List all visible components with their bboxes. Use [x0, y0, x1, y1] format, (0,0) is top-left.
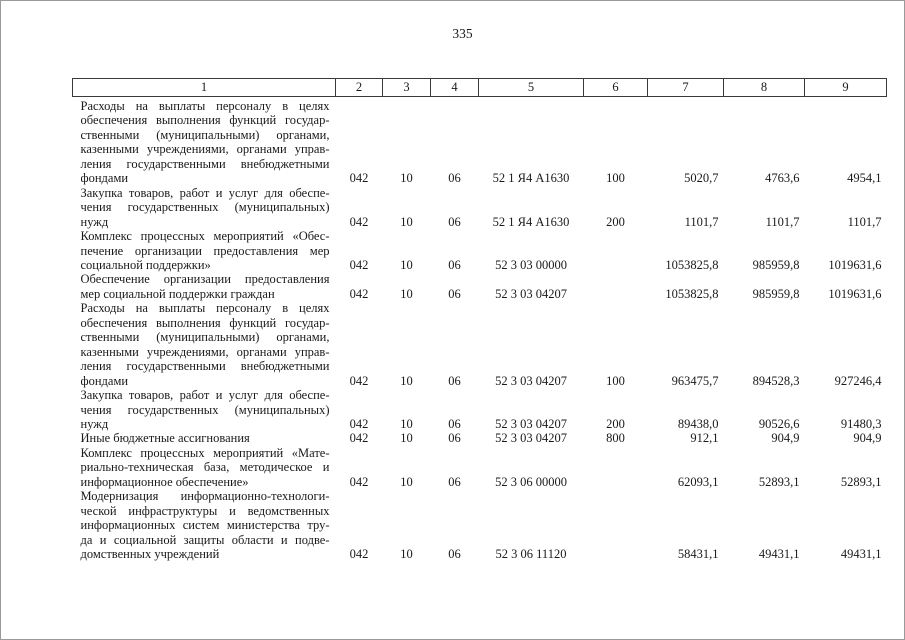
cell-expense-type-code: 100: [606, 373, 625, 388]
cell-subsection-code: 06: [448, 474, 461, 489]
table-row: [73, 186, 887, 229]
cell-amount-year3: 1019631,6: [828, 257, 882, 272]
budget-table: [72, 78, 887, 562]
cell-expense-type-code: [584, 272, 648, 301]
table-row: [73, 446, 887, 489]
description-line: Закупка товаров, работ и услуг для обеспе-: [80, 388, 330, 403]
description-line: домственных учреждений: [80, 547, 220, 562]
cell-amount-year1: 62093,1: [677, 474, 719, 489]
description-line: обеспечения выполнения функций государ-: [80, 315, 330, 330]
description-line: ческой инфраструктуры и ведомственных: [80, 503, 330, 518]
description-line: Иные бюджетные ассигнования: [80, 431, 250, 446]
cell-target-article-code: 52 3 06 11120: [495, 547, 567, 562]
row-description: [73, 272, 336, 301]
description-line: ления государственными внебюджетными: [80, 156, 330, 171]
description-line: Расходы на выплаты персоналу в целях: [80, 99, 330, 113]
cell-expense-type-code: [584, 446, 648, 489]
cell-section-code: 10: [400, 257, 413, 272]
cell-target-article-code: 52 3 03 04207: [495, 416, 567, 431]
description-line: Обеспечение организации предоставления: [80, 272, 330, 287]
cell-section-code: 10: [400, 431, 413, 446]
cell-amount-year2: 894528,3: [752, 373, 800, 388]
cell-subsection-code: 06: [448, 286, 461, 301]
cell-subsection-code: 06: [448, 257, 461, 272]
cell-amount-year3: 904,9: [853, 431, 882, 446]
cell-grbs-code: 042: [349, 286, 369, 301]
cell-amount-year2: 52893,1: [758, 474, 800, 489]
cell-target-article-code: 52 1 Я4 А1630: [492, 214, 570, 229]
cell-grbs-code: 042: [349, 431, 369, 446]
cell-amount-year3: 4954,1: [847, 171, 882, 186]
description-line: фондами: [80, 373, 129, 388]
cell-section-code: 10: [400, 171, 413, 186]
cell-subsection-code: 06: [448, 373, 461, 388]
cell-subsection-code: 06: [448, 214, 461, 229]
cell-amount-year2: 49431,1: [758, 547, 800, 562]
description-line: риально-техническая база, методическое и: [80, 460, 330, 475]
table-row: [73, 431, 887, 445]
cell-section-code: 10: [400, 547, 413, 562]
column-header-6: 6: [584, 79, 648, 97]
description-line: Модернизация информационно-технологи-: [80, 489, 330, 504]
description-line: фондами: [80, 171, 129, 186]
row-description: [73, 97, 336, 186]
cell-amount-year2: 90526,6: [758, 416, 800, 431]
cell-amount-year1: 89438,0: [677, 416, 719, 431]
cell-expense-type-code: 800: [606, 431, 625, 446]
cell-target-article-code: 52 3 06 00000: [495, 474, 567, 489]
cell-amount-year1: 1053825,8: [665, 286, 719, 301]
description-line: ственными (муниципальными) органами,: [80, 330, 330, 345]
cell-section-code: 10: [400, 373, 413, 388]
cell-expense-type-code: [584, 229, 648, 272]
description-line: Комплекс процессных мероприятий «Мате-: [80, 445, 330, 460]
cell-amount-year1: 1101,7: [684, 214, 719, 229]
cell-subsection-code: 06: [448, 547, 461, 562]
table-row: [73, 97, 887, 186]
cell-amount-year1: 912,1: [690, 431, 719, 446]
description-line: ления государственными внебюджетными: [80, 359, 330, 374]
cell-amount-year2: 904,9: [771, 431, 800, 446]
cell-grbs-code: 042: [349, 474, 369, 489]
column-header-2: 2: [336, 79, 383, 97]
cell-grbs-code: 042: [349, 547, 369, 562]
cell-section-code: 10: [400, 474, 413, 489]
column-header-3: 3: [383, 79, 431, 97]
column-header-9: 9: [805, 79, 887, 97]
row-description: [73, 446, 336, 489]
cell-amount-year3: 927246,4: [834, 373, 882, 388]
cell-target-article-code: 52 1 Я4 А1630: [492, 171, 570, 186]
table-row: [73, 489, 887, 561]
description-line: обеспечения выполнения функций государ-: [80, 113, 330, 128]
column-header-7: 7: [648, 79, 724, 97]
cell-grbs-code: 042: [349, 416, 369, 431]
description-line: чения государственных (муниципальных): [80, 200, 330, 215]
column-header-1: 1: [73, 79, 336, 97]
cell-subsection-code: 06: [448, 171, 461, 186]
cell-amount-year3: 91480,3: [840, 416, 882, 431]
cell-expense-type-code: 100: [606, 171, 625, 186]
cell-amount-year1: 58431,1: [677, 547, 719, 562]
page-number: 335: [452, 26, 473, 41]
cell-subsection-code: 06: [448, 431, 461, 446]
description-line: казенными учреждениями, органами управ-: [80, 344, 330, 359]
description-line: ственными (муниципальными) органами,: [80, 127, 330, 142]
description-line: печение организации предоставления мер: [80, 243, 330, 258]
column-header-4: 4: [431, 79, 479, 97]
description-line: нужд: [80, 214, 109, 229]
cell-expense-type-code: 200: [606, 416, 625, 431]
description-line: информационных систем министерства тру-: [80, 518, 330, 533]
cell-amount-year1: 963475,7: [671, 373, 719, 388]
column-number-header-row: [73, 79, 887, 97]
column-header-8: 8: [724, 79, 805, 97]
row-description: [73, 229, 336, 272]
row-description: [73, 388, 336, 431]
description-line: казенными учреждениями, органами управ-: [80, 142, 330, 157]
cell-section-code: 10: [400, 416, 413, 431]
description-line: Комплекс процессных мероприятий «Обес-: [80, 229, 330, 244]
description-line: мер социальной поддержки граждан: [80, 286, 275, 301]
description-line: Расходы на выплаты персоналу в целях: [80, 301, 330, 316]
description-line: социальной поддержки»: [80, 257, 211, 272]
column-header-5: 5: [479, 79, 584, 97]
description-line: Закупка товаров, работ и услуг для обеспе-: [80, 185, 330, 200]
cell-target-article-code: 52 3 03 04207: [495, 286, 567, 301]
cell-amount-year2: 1101,7: [765, 214, 800, 229]
table-row: [73, 272, 887, 301]
row-description: [73, 431, 336, 445]
table-row: [73, 388, 887, 431]
cell-amount-year1: 5020,7: [684, 171, 719, 186]
cell-expense-type-code: [584, 489, 648, 561]
cell-section-code: 10: [400, 286, 413, 301]
cell-target-article-code: 52 3 03 04207: [495, 431, 567, 446]
cell-grbs-code: 042: [349, 373, 369, 388]
table-row: [73, 301, 887, 388]
cell-section-code: 10: [400, 214, 413, 229]
cell-amount-year3: 1101,7: [847, 214, 882, 229]
cell-amount-year3: 52893,1: [840, 474, 882, 489]
description-line: нужд: [80, 416, 109, 431]
cell-amount-year2: 4763,6: [765, 171, 800, 186]
cell-target-article-code: 52 3 03 04207: [495, 373, 567, 388]
row-description: [73, 489, 336, 561]
cell-grbs-code: 042: [349, 214, 369, 229]
cell-amount-year3: 49431,1: [840, 547, 882, 562]
description-line: информационное обеспечение»: [80, 474, 249, 489]
cell-grbs-code: 042: [349, 171, 369, 186]
cell-amount-year1: 1053825,8: [665, 257, 719, 272]
cell-amount-year3: 1019631,6: [828, 286, 882, 301]
cell-amount-year2: 985959,8: [752, 286, 800, 301]
row-description: [73, 186, 336, 229]
description-line: да и социальной защиты области и подве-: [80, 532, 330, 547]
cell-expense-type-code: 200: [606, 214, 625, 229]
table-row: [73, 229, 887, 272]
cell-amount-year2: 985959,8: [752, 257, 800, 272]
cell-subsection-code: 06: [448, 416, 461, 431]
description-line: чения государственных (муниципальных): [80, 402, 330, 417]
cell-grbs-code: 042: [349, 257, 369, 272]
row-description: [73, 301, 336, 388]
cell-target-article-code: 52 3 03 00000: [495, 257, 567, 272]
